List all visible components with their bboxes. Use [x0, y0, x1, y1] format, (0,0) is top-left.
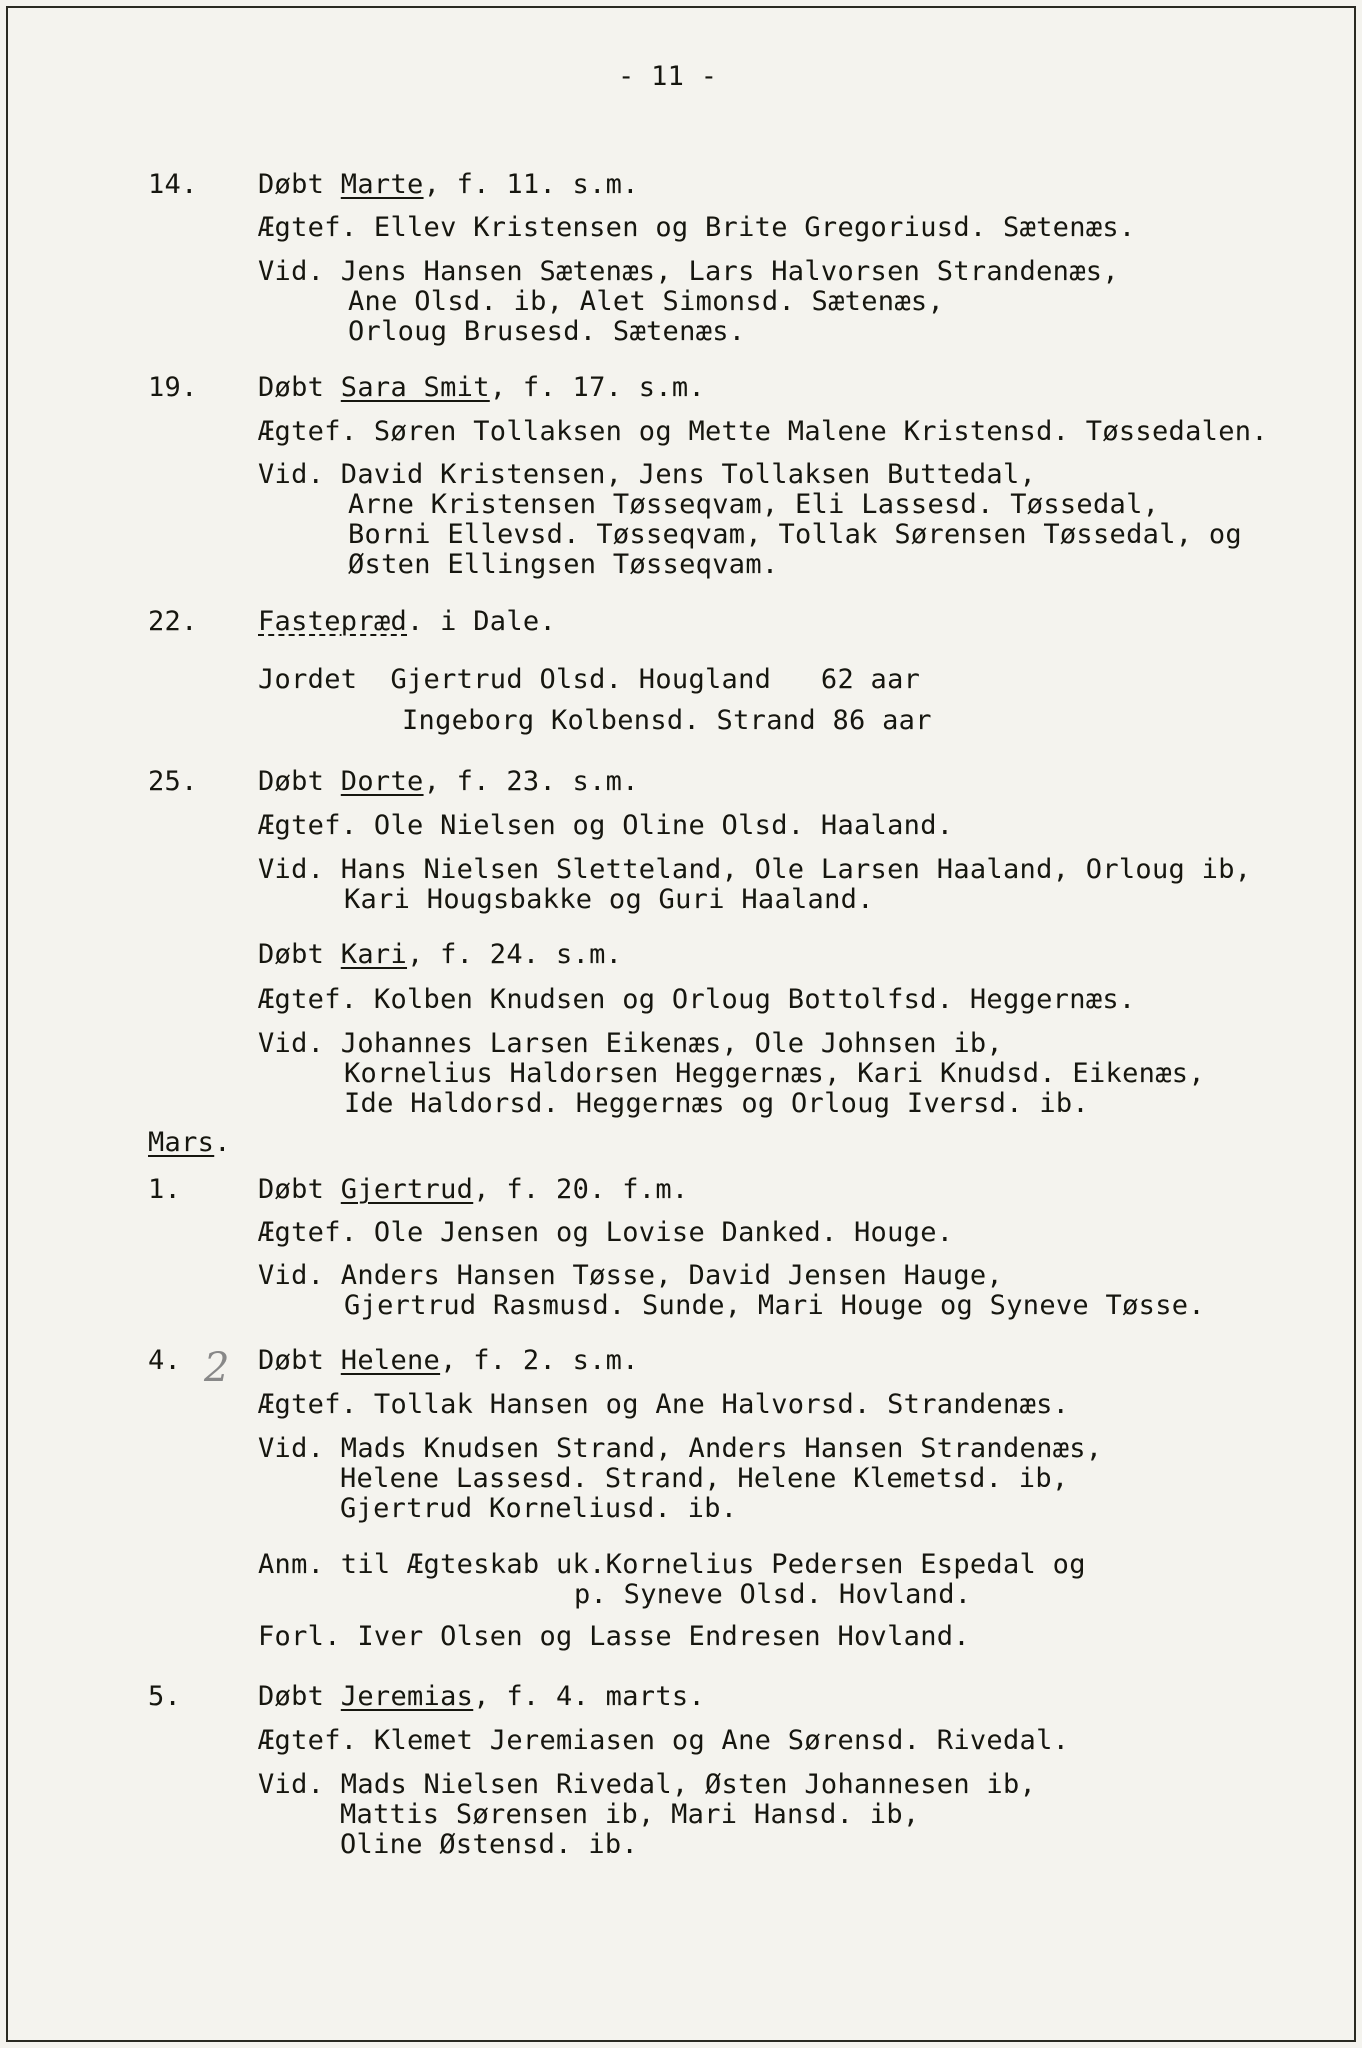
entry-baptism: Døbt Kari, f. 24. s.m.: [258, 939, 623, 970]
entry-witnesses: Ane Olsd. ib, Alet Simonsd. Sætenæs,: [348, 286, 944, 317]
entry-parents: Ægtef. Klemet Jeremiasen og Ane Sørensd. Rivedal.: [258, 1725, 1070, 1756]
entry-day: 4.: [148, 1345, 182, 1376]
entry-witnesses: Vid. Johannes Larsen Eikenæs, Ole Johnsen ib,: [258, 1028, 1003, 1059]
entry-witnesses: Arne Kristensen Tøsseqvam, Eli Lassesd. Tøssedal,: [348, 489, 1160, 520]
entry-baptism: Døbt Marte, f. 11. s.m.: [258, 169, 639, 200]
entry-parents: Ægtef. Ellev Kristensen og Brite Gregoriusd. Sætenæs.: [258, 212, 1136, 243]
entry-witnesses: Vid. Anders Hansen Tøsse, David Jensen Hauge,: [258, 1260, 1003, 1291]
entry-witnesses: Vid. Mads Nielsen Rivedal, Østen Johannesen ib,: [258, 1769, 1037, 1800]
entry-parents: Ægtef. Ole Jensen og Lovise Danked. Houge.: [258, 1217, 954, 1248]
entry-witnesses: Kari Hougsbakke og Guri Haaland.: [344, 884, 874, 915]
entry-baptism: Døbt Jeremias, f. 4. marts.: [258, 1681, 706, 1712]
burial-line: Jordet Gjertrud Olsd. Hougland 62 aar: [258, 664, 921, 695]
entry-witnesses: Oline Østensd. ib.: [340, 1829, 638, 1860]
entry-witnesses: Vid. Mads Knudsen Strand, Anders Hansen Strandenæs,: [258, 1433, 1103, 1464]
marriage-note: Anm. til Ægteskab uk.Kornelius Pedersen Espedal og: [258, 1549, 1086, 1580]
handwritten-mark: 2: [204, 1345, 230, 1391]
entry-parents: Ægtef. Tollak Hansen og Ane Halvorsd. Strandenæs.: [258, 1389, 1070, 1420]
entry-baptism: Døbt Gjertrud, f. 20. f.m.: [258, 1174, 689, 1205]
entry-baptism: Døbt Sara Smit, f. 17. s.m.: [258, 372, 706, 403]
entry-witnesses: Borni Ellevsd. Tøsseqvam, Tollak Sørensen Tøssedal, og: [348, 519, 1242, 550]
entry-witnesses: Orloug Brusesd. Sætenæs.: [348, 316, 746, 347]
entry-parents: Ægtef. Ole Nielsen og Oline Olsd. Haaland.: [258, 810, 954, 841]
entry-day: 25.: [148, 766, 198, 797]
entry-witnesses: Vid. David Kristensen, Jens Tollaksen Buttedal,: [258, 459, 1037, 490]
entry-witnesses: Gjertrud Rasmusd. Sunde, Mari Houge og Syneve Tøsse.: [344, 1290, 1205, 1321]
entry-day: 14.: [148, 169, 198, 200]
entry-heading: Fastepræd. i Dale.: [258, 606, 556, 637]
entry-baptism: Døbt Helene, f. 2. s.m.: [258, 1345, 639, 1376]
burial-line: Ingeborg Kolbensd. Strand 86 aar: [402, 705, 932, 736]
entry-witnesses: Vid. Jens Hansen Sætenæs, Lars Halvorsen Strandenæs,: [258, 256, 1119, 287]
entry-witnesses: Østen Ellingsen Tøsseqvam.: [348, 549, 779, 580]
entry-day: 22.: [148, 606, 198, 637]
entry-parents: Ægtef. Søren Tollaksen og Mette Malene Kristensd. Tøssedalen.: [258, 416, 1268, 447]
entry-day: 1.: [148, 1174, 182, 1205]
marriage-note: p. Syneve Olsd. Hovland.: [574, 1579, 972, 1610]
entry-baptism: Døbt Dorte, f. 23. s.m.: [258, 766, 639, 797]
month-heading: Mars.: [148, 1127, 231, 1158]
entry-witnesses: Vid. Hans Nielsen Sletteland, Ole Larsen Haaland, Orloug ib,: [258, 854, 1252, 885]
marriage-sponsors: Forl. Iver Olsen og Lasse Endresen Hovland.: [258, 1621, 970, 1652]
entry-witnesses: Helene Lassesd. Strand, Helene Klemetsd. ib,: [340, 1463, 1069, 1494]
entry-witnesses: Ide Haldorsd. Heggernæs og Orloug Iversd. ib.: [344, 1088, 1089, 1119]
entry-witnesses: Gjertrud Korneliusd. ib.: [340, 1493, 738, 1524]
entry-witnesses: Kornelius Haldorsen Heggernæs, Kari Knudsd. Eikenæs,: [344, 1058, 1205, 1089]
entry-day: 19.: [148, 372, 198, 403]
entry-witnesses: Mattis Sørensen ib, Mari Hansd. ib,: [340, 1799, 920, 1830]
page-number: - 11 -: [618, 61, 718, 92]
entry-day: 5.: [148, 1681, 182, 1712]
entry-parents: Ægtef. Kolben Knudsen og Orloug Bottolfsd. Heggernæs.: [258, 984, 1136, 1015]
